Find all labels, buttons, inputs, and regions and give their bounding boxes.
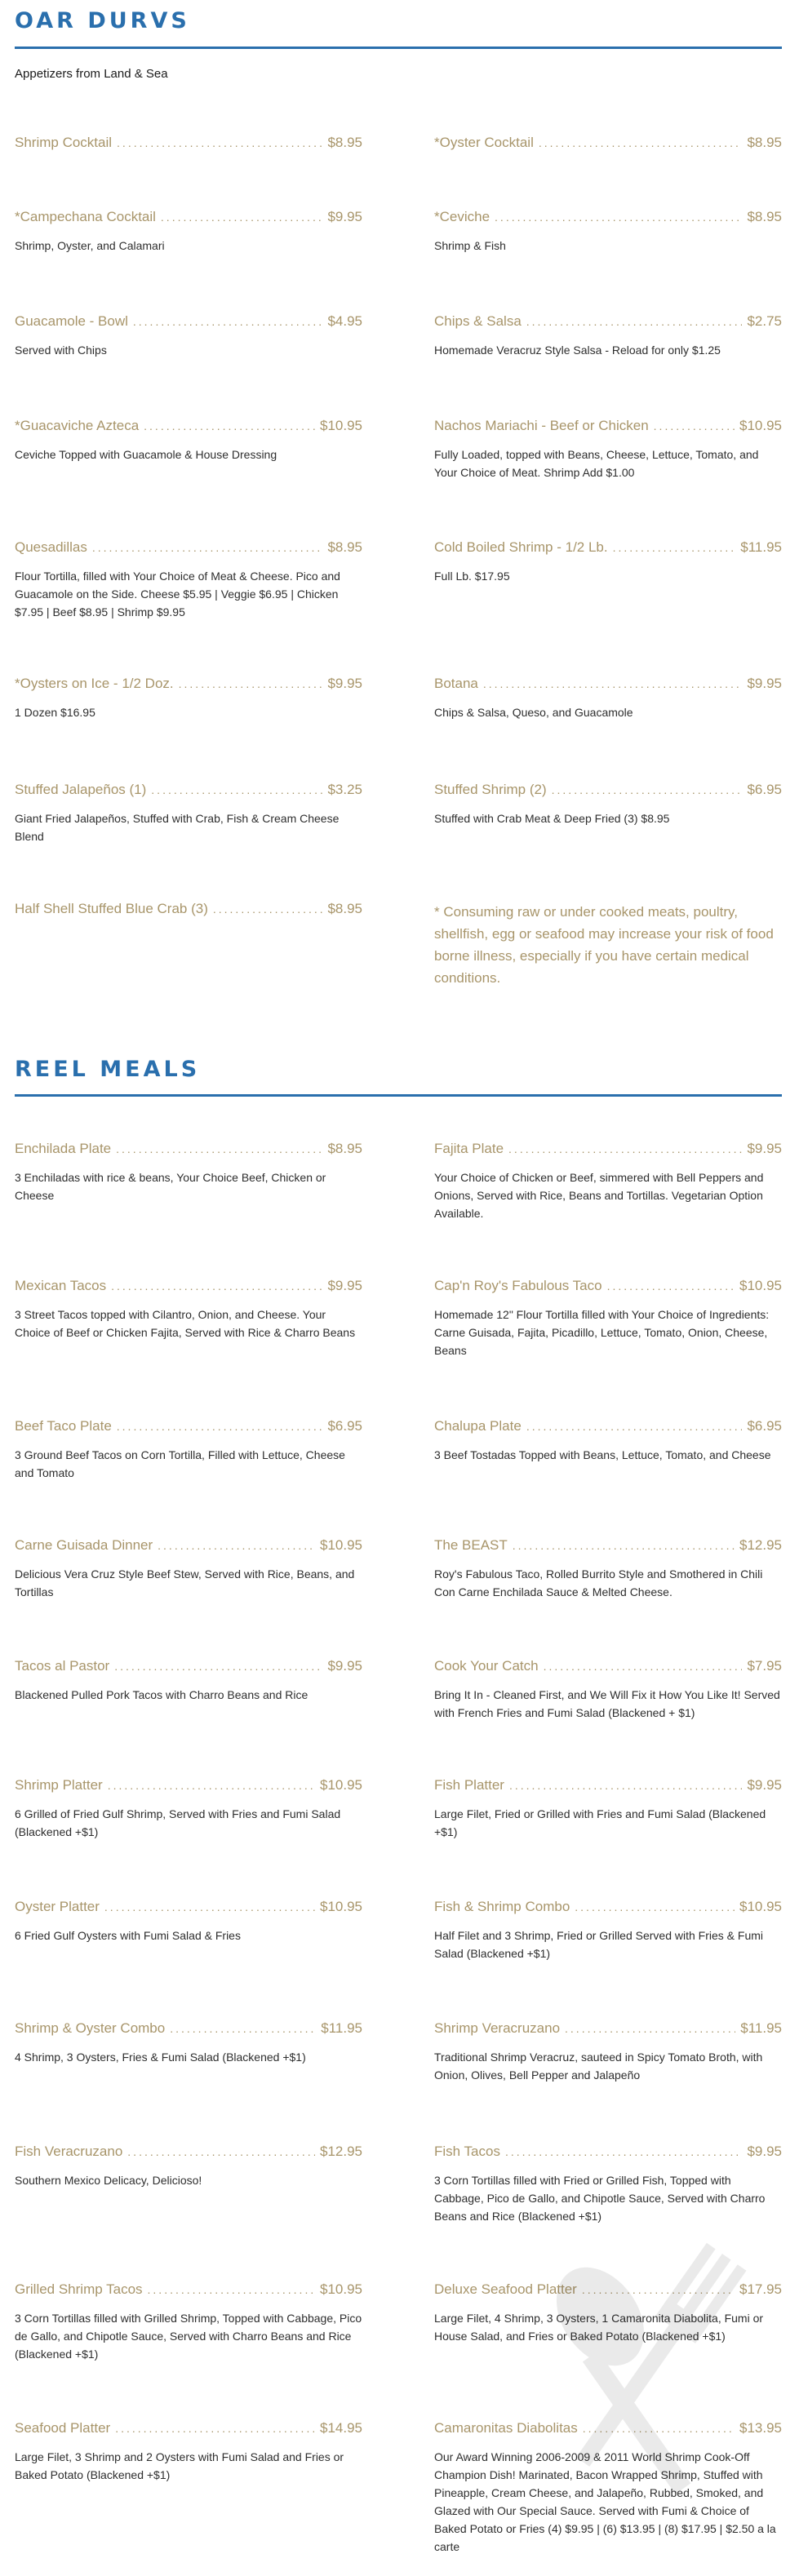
menu-item-header <box>434 135 782 151</box>
menu-item-name: Shrimp Veracruzano <box>434 2020 561 2036</box>
menu-item-header <box>15 2144 362 2160</box>
menu-item-price: $9.95 <box>747 2144 782 2159</box>
menu-item-cook-your-catch <box>434 1658 782 1722</box>
menu-item-description: Bring It In - Cleaned First, and We Will Fix it How You Like It! Served with French Fries and Fumi Salad (Blackened + $1) <box>434 1688 780 1719</box>
menu-item-header <box>15 901 362 917</box>
menu-item-name: Deluxe Seafood Platter <box>434 2281 577 2297</box>
menu-item-price: $10.95 <box>739 1899 782 1914</box>
menu-item-name: Fish Tacos <box>434 2144 500 2159</box>
dot-leader <box>116 1141 322 1157</box>
menu-item-campechana-cocktail <box>15 209 362 255</box>
dot-leader <box>117 1418 323 1434</box>
menu-item-mexican-tacos <box>15 1278 362 1341</box>
menu-item-name: Seafood Platter <box>15 2420 111 2436</box>
menu-item-price: $7.95 <box>747 1658 782 1674</box>
menu-item-name: Tacos al Pastor <box>15 1658 110 1674</box>
dot-leader <box>111 1278 322 1294</box>
menu-item-price: $6.95 <box>747 1418 782 1434</box>
menu-item-price: $2.75 <box>747 313 782 329</box>
menu-item-header <box>434 1418 782 1434</box>
menu-item-name: *Oyster Cocktail <box>434 135 534 150</box>
dot-leader <box>552 782 743 798</box>
section-title-appetizers: OAR DURVS <box>15 8 190 33</box>
dot-leader <box>654 418 735 434</box>
menu-item-name: *Campechana Cocktail <box>15 209 156 224</box>
menu-item-description: 3 Enchiladas with rice & beans, Your Choice Beef, Chicken or Cheese <box>15 1171 326 1202</box>
section-subtitle: Appetizers from Land & Sea <box>15 67 168 81</box>
menu-item-cold-boiled-shrimp-1-2-lb <box>434 539 782 585</box>
menu-item-description: Large Filet, Fried or Grilled with Fries and Fumi Salad (Blackened +$1) <box>434 1807 766 1838</box>
dot-leader <box>117 135 322 151</box>
menu-item-description: Served with Chips <box>15 344 107 357</box>
menu-item-header <box>15 135 362 151</box>
menu-item-description: 3 Corn Tortillas filled with Fried or Grilled Fish, Topped with Cabbage, Pico de Gallo, and Chipotle Sauce, Served with Charro Beans and Rice (Blackened +$1) <box>434 2174 766 2223</box>
menu-item-fajita-plate <box>434 1141 782 1222</box>
menu-item-name: *Oysters on Ice - 1/2 Doz. <box>15 676 174 691</box>
menu-item-name: Mexican Tacos <box>15 1278 107 1293</box>
menu-item-price: $14.95 <box>320 2420 362 2436</box>
menu-item-name: Carne Guisada Dinner <box>15 1537 153 1553</box>
menu-item-fish-platter <box>434 1777 782 1841</box>
menu-item-deluxe-seafood-platter <box>434 2281 782 2345</box>
menu-item-header <box>15 539 362 556</box>
menu-item-ceviche <box>434 209 782 255</box>
dot-leader <box>170 2020 316 2037</box>
menu-item-price: $12.95 <box>739 1537 782 1553</box>
menu-item-header <box>15 782 362 798</box>
menu-item-description: Large Filet, 4 Shrimp, 3 Oysters, 1 Camaronita Diabolita, Fumi or House Salad, and Fries or Baked Potato (Blackened +$1) <box>434 2312 764 2343</box>
menu-item-header <box>434 1777 782 1793</box>
dot-leader <box>513 1537 735 1554</box>
menu-item-name: Half Shell Stuffed Blue Crab (3) <box>15 901 208 916</box>
menu-item-name: Cook Your Catch <box>434 1658 539 1674</box>
menu-item-price: $8.95 <box>327 901 362 916</box>
menu-item-description: Shrimp & Fish <box>434 239 506 252</box>
menu-item-description: Chips & Salsa, Queso, and Guacamole <box>434 706 633 719</box>
menu-item-price: $17.95 <box>739 2281 782 2297</box>
menu-item-name: Nachos Mariachi - Beef or Chicken <box>434 418 649 433</box>
menu-item-description: Delicious Vera Cruz Style Beef Stew, Served with Rice, Beans, and Tortillas <box>15 1567 355 1598</box>
menu-item-description: Traditional Shrimp Veracruz, sauteed in Spicy Tomato Broth, with Onion, Olives, Bell Pepper and Jalapeño <box>434 2051 763 2082</box>
dot-leader <box>179 676 323 692</box>
menu-item-seafood-platter <box>15 2420 362 2484</box>
menu-item-header <box>434 1141 782 1157</box>
dot-leader <box>104 1899 315 1915</box>
menu-item-half-shell-stuffed-blue-crab-3 <box>15 901 362 917</box>
dot-leader <box>613 539 736 556</box>
menu-item-tacos-al-pastor <box>15 1658 362 1704</box>
menu-item-beef-taco-plate <box>15 1418 362 1482</box>
menu-item-header <box>15 313 362 330</box>
dot-leader <box>508 1141 742 1157</box>
menu-item-price: $8.95 <box>327 135 362 150</box>
menu-item-header <box>15 676 362 692</box>
menu-item-header <box>434 2020 782 2037</box>
menu-item-price: $3.25 <box>327 782 362 797</box>
menu-item-header <box>434 539 782 556</box>
menu-item-stuffed-shrimp-2 <box>434 782 782 827</box>
menu-item-price: $6.95 <box>327 1418 362 1434</box>
dot-leader <box>127 2144 315 2160</box>
dot-leader <box>505 2144 743 2160</box>
menu-item-price: $9.95 <box>327 676 362 691</box>
menu-item-name: Fish Platter <box>434 1777 504 1793</box>
section-divider <box>15 1094 782 1097</box>
menu-item-price: $10.95 <box>320 2281 362 2297</box>
menu-item-botana <box>434 676 782 721</box>
menu-item-name: *Ceviche <box>434 209 490 224</box>
menu-item-header <box>15 1658 362 1674</box>
menu-item-price: $10.95 <box>739 418 782 433</box>
menu-item-name: Cap'n Roy's Fabulous Taco <box>434 1278 602 1293</box>
dot-leader <box>526 1418 743 1434</box>
menu-item-name: *Guacaviche Azteca <box>15 418 140 433</box>
menu-item-price: $13.95 <box>739 2420 782 2436</box>
menu-item-price: $8.95 <box>327 539 362 555</box>
menu-item-header <box>434 313 782 330</box>
health-notice: * Consuming raw or under cooked meats, poultry, shellfish, egg or seafood may increase your risk of food borne illness, especially if you have certain medical conditions. <box>434 904 774 986</box>
section-divider <box>15 47 782 49</box>
menu-item-name: Fish & Shrimp Combo <box>434 1899 570 1914</box>
menu-item-description: 3 Street Tacos topped with Cilantro, Onion, and Cheese. Your Choice of Beef or Chicken Fajita, Served with Rice & Charro Beans <box>15 1308 356 1339</box>
menu-item-chalupa-plate <box>434 1418 782 1464</box>
menu-item-name: Guacamole - Bowl <box>15 313 128 329</box>
menu-item-oysters-on-ice-1-2-doz <box>15 676 362 721</box>
menu-item-price: $8.95 <box>747 135 782 150</box>
dot-leader <box>526 313 743 330</box>
menu-item-header <box>434 1278 782 1294</box>
menu-item-description: 1 Dozen $16.95 <box>15 706 95 719</box>
menu-item-name: Stuffed Shrimp (2) <box>434 782 547 797</box>
menu-item-price: $6.95 <box>747 782 782 797</box>
menu-item-description: Giant Fried Jalapeños, Stuffed with Crab, Fish & Cream Cheese Blend <box>15 812 340 843</box>
menu-item-name: Fajita Plate <box>434 1141 504 1156</box>
menu-item-shrimp-platter <box>15 1777 362 1841</box>
menu-item-header <box>434 1899 782 1915</box>
dot-leader <box>583 2420 735 2436</box>
menu-item-description: Roy's Fabulous Taco, Rolled Burrito Style and Smothered in Chili Con Carne Enchilada Sauce & Melted Cheese. <box>434 1567 763 1598</box>
menu-item-quesadillas <box>15 539 362 621</box>
dot-leader <box>495 209 742 225</box>
menu-item-header <box>434 1537 782 1554</box>
dot-leader <box>151 782 322 798</box>
menu-item-description: Our Award Winning 2006-2009 & 2011 World Shrimp Cook-Off Champion Dish! Marinated, Bacon Wrapped Shrimp, Stuffed with Pineapple, Cream Cheese, and Jalapeño, Rubbed, Smoked, and Glazed with Our Special Sauce. Served with Fumi & Choice of Baked Potato or Fries (4) $9.95 | (6) $13.95 | (8) $17.95 | $2.50 a la carte <box>434 2450 776 2553</box>
menu-item-description: Ceviche Topped with Guacamole & House Dressing <box>15 448 277 461</box>
menu-item-name: Shrimp & Oyster Combo <box>15 2020 166 2036</box>
menu-item-name: Shrimp Cocktail <box>15 135 113 150</box>
menu-item-description: Southern Mexico Delicacy, Delicioso! <box>15 2174 202 2187</box>
menu-item-header <box>15 1418 362 1434</box>
menu-item-enchilada-plate <box>15 1141 362 1204</box>
menu-item-price: $10.95 <box>320 1899 362 1914</box>
menu-item-header <box>15 1141 362 1157</box>
menu-item-name: Enchilada Plate <box>15 1141 112 1156</box>
menu-item-price: $8.95 <box>327 1141 362 1156</box>
dot-leader <box>115 2420 315 2436</box>
dot-leader <box>92 539 323 556</box>
menu-item-description: Flour Tortilla, filled with Your Choice of Meat & Cheese. Pico and Guacamole on the Side. Cheese $5.95 | Veggie $6.95 | Chicken $7.95 | Beef $8.95 | Shrimp $9.95 <box>15 570 340 619</box>
menu-item-name: Quesadillas <box>15 539 87 555</box>
menu-item-price: $8.95 <box>747 209 782 224</box>
menu-item-header <box>15 2281 362 2298</box>
menu-item-chips-salsa <box>434 313 782 359</box>
dot-leader <box>158 1537 315 1554</box>
menu-item-price: $4.95 <box>327 313 362 329</box>
menu-item-name: Cold Boiled Shrimp - 1/2 Lb. <box>434 539 608 555</box>
menu-item-price: $12.95 <box>320 2144 362 2159</box>
menu-item-price: $9.95 <box>747 1141 782 1156</box>
menu-item-header <box>15 1777 362 1793</box>
dot-leader <box>544 1658 743 1674</box>
menu-item-header <box>434 418 782 434</box>
menu-item-price: $11.95 <box>740 539 782 555</box>
menu-item-header <box>15 209 362 225</box>
menu-item-header <box>434 782 782 798</box>
menu-item-header <box>15 1278 362 1294</box>
menu-item-description: Half Filet and 3 Shrimp, Fried or Grilled Served with Fries & Fumi Salad (Blackened +$1) <box>434 1929 764 1960</box>
dot-leader <box>607 1278 735 1294</box>
menu-item-header <box>434 2420 782 2436</box>
menu-item-header <box>15 2020 362 2037</box>
menu-item-header <box>434 1658 782 1674</box>
menu-item-description: 3 Ground Beef Tacos on Corn Tortilla, Filled with Lettuce, Cheese and Tomato <box>15 1448 345 1479</box>
section-title-meals: REEL MEALS <box>15 1057 201 1082</box>
dot-leader <box>114 1658 322 1674</box>
menu-item-name: Oyster Platter <box>15 1899 100 1914</box>
menu-item-description: 6 Fried Gulf Oysters with Fumi Salad & Fries <box>15 1929 241 1942</box>
dot-leader <box>108 1777 315 1793</box>
menu-item-description: 3 Corn Tortillas filled with Grilled Shrimp, Topped with Cabbage, Pico de Gallo, and Chipotle Sauce, Served with Charro Beans and Rice (Blackened +$1) <box>15 2312 362 2361</box>
menu-item-name: The BEAST <box>434 1537 508 1553</box>
menu-item-description: Fully Loaded, topped with Beans, Cheese, Lettuce, Tomato, and Your Choice of Meat. Shrimp Add $1.00 <box>434 448 759 479</box>
menu-item-header <box>434 2144 782 2160</box>
menu-item-price: $9.95 <box>747 1777 782 1793</box>
menu-item-name: Botana <box>434 676 478 691</box>
menu-item-description: Stuffed with Crab Meat & Deep Fried (3) $8.95 <box>434 812 670 825</box>
menu-item-description: Large Filet, 3 Shrimp and 2 Oysters with Fumi Salad and Fries or Baked Potato (Blackened +$1) <box>15 2450 344 2481</box>
menu-item-price: $9.95 <box>327 1278 362 1293</box>
menu-item-price: $9.95 <box>327 209 362 224</box>
menu-item-description: Blackened Pulled Pork Tacos with Charro Beans and Rice <box>15 1688 309 1701</box>
dot-leader <box>133 313 323 330</box>
menu-item-nachos-mariachi-beef-or-chicken <box>434 418 782 481</box>
menu-item-cap-n-roy-s-fabulous-taco <box>434 1278 782 1359</box>
menu-item-header <box>15 1537 362 1554</box>
menu-item-price: $11.95 <box>321 2020 362 2036</box>
menu-item-oyster-cocktail <box>434 135 782 151</box>
menu-item-header <box>15 418 362 434</box>
menu-item-name: Chalupa Plate <box>434 1418 522 1434</box>
dot-leader <box>582 2281 735 2298</box>
menu-item-description: 6 Grilled of Fried Gulf Shrimp, Served with Fries and Fumi Salad (Blackened +$1) <box>15 1807 341 1838</box>
menu-item-header <box>434 209 782 225</box>
menu-item-camaronitas-diabolitas <box>434 2420 782 2556</box>
menu-item-name: Grilled Shrimp Tacos <box>15 2281 143 2297</box>
dot-leader <box>565 2020 735 2037</box>
menu-item-header <box>15 1899 362 1915</box>
menu-item-description: Homemade 12" Flour Tortilla filled with Your Choice of Ingredients: Carne Guisada, Fajita, Picadillo, Lettuce, Tomato, Onion, Cheese, Beans <box>434 1308 770 1357</box>
dot-leader <box>148 2281 315 2298</box>
menu-item-header <box>434 676 782 692</box>
dot-leader <box>213 901 323 917</box>
menu-item-grilled-shrimp-tacos <box>15 2281 362 2363</box>
menu-item-price: $10.95 <box>320 1777 362 1793</box>
menu-item-price: $9.95 <box>327 1658 362 1674</box>
menu-item-description: Your Choice of Chicken or Beef, simmered with Bell Peppers and Onions, Served with Rice, Beans and Tortillas. Vegetarian Option Available. <box>434 1171 764 1220</box>
menu-item-oyster-platter <box>15 1899 362 1944</box>
dot-leader <box>509 1777 742 1793</box>
menu-item-stuffed-jalape-os-1 <box>15 782 362 845</box>
menu-item-description: Shrimp, Oyster, and Calamari <box>15 239 165 252</box>
menu-item-price: $10.95 <box>320 418 362 433</box>
menu-item-guacamole-bowl <box>15 313 362 359</box>
menu-item-fish-tacos <box>434 2144 782 2225</box>
menu-item-name: Beef Taco Plate <box>15 1418 112 1434</box>
menu-item-description: 3 Beef Tostadas Topped with Beans, Lettuce, Tomato, and Cheese <box>434 1448 771 1461</box>
menu-item-header <box>15 2420 362 2436</box>
menu-item-shrimp-oyster-combo <box>15 2020 362 2066</box>
menu-item-carne-guisada-dinner <box>15 1537 362 1601</box>
menu-item-fish-veracruzano <box>15 2144 362 2189</box>
menu-item-price: $11.95 <box>740 2020 782 2036</box>
menu-item-name: Shrimp Platter <box>15 1777 103 1793</box>
menu-item-shrimp-veracruzano <box>434 2020 782 2084</box>
dot-leader <box>161 209 323 225</box>
menu-item-the-beast <box>434 1537 782 1601</box>
menu-item-name: Fish Veracruzano <box>15 2144 123 2159</box>
dot-leader <box>575 1899 735 1915</box>
menu-item-price: $10.95 <box>739 1278 782 1293</box>
menu-item-fish-shrimp-combo <box>434 1899 782 1962</box>
menu-item-description: 4 Shrimp, 3 Oysters, Fries & Fumi Salad (Blackened +$1) <box>15 2051 306 2064</box>
dot-leader <box>539 135 743 151</box>
menu-item-name: Stuffed Jalapeños (1) <box>15 782 147 797</box>
menu-item-name: Camaronitas Diabolitas <box>434 2420 578 2436</box>
menu-item-price: $9.95 <box>747 676 782 691</box>
menu-item-guacaviche-azteca <box>15 418 362 463</box>
dot-leader <box>144 418 315 434</box>
menu-item-description: Homemade Veracruz Style Salsa - Reload for only $1.25 <box>434 344 721 357</box>
menu-item-price: $10.95 <box>320 1537 362 1553</box>
dot-leader <box>483 676 743 692</box>
menu-item-name: Chips & Salsa <box>434 313 522 329</box>
menu-item-description: Full Lb. $17.95 <box>434 570 510 583</box>
menu-item-header <box>434 2281 782 2298</box>
menu-item-shrimp-cocktail <box>15 135 362 151</box>
